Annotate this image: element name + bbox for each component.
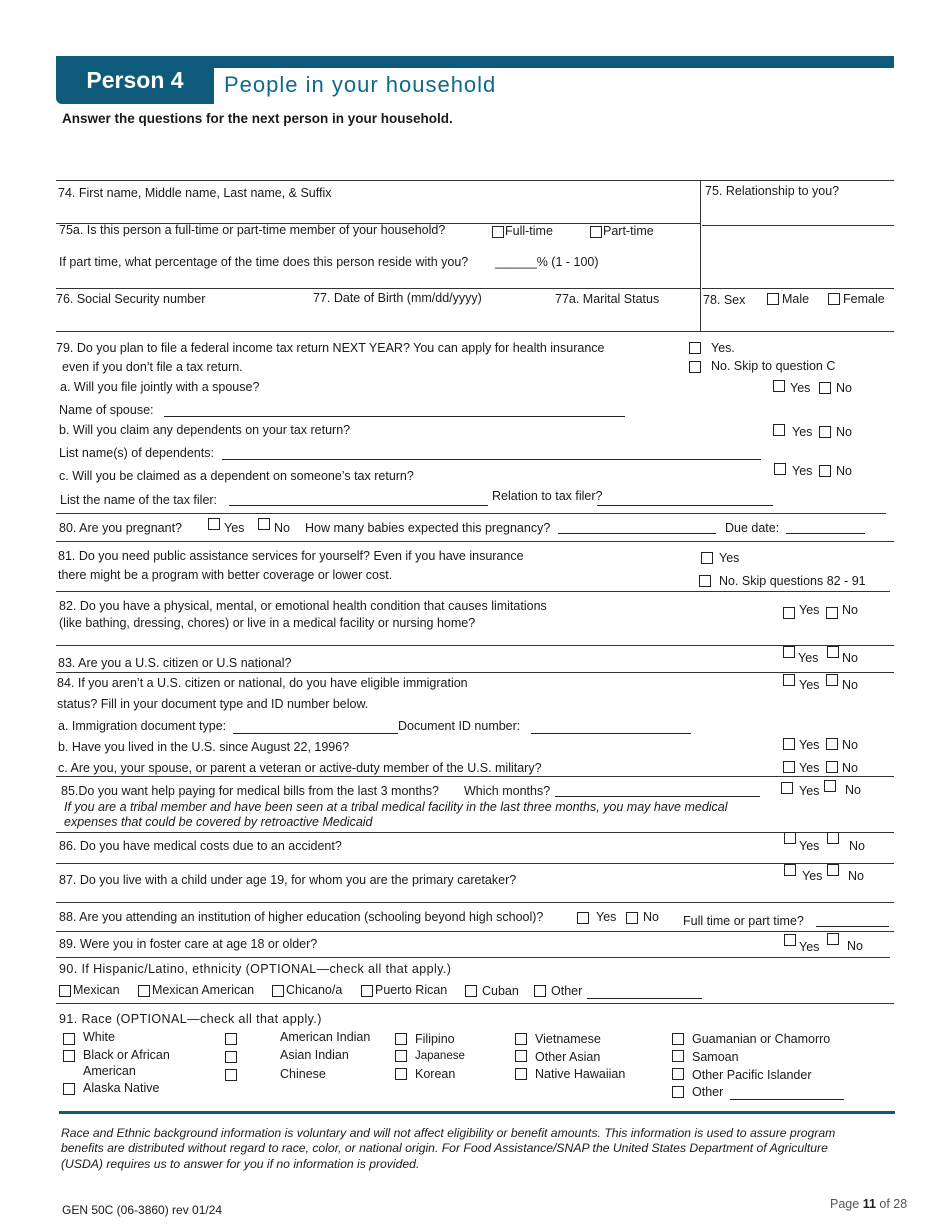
tax-filer-field[interactable] — [229, 505, 488, 506]
page-prefix: Page — [830, 1197, 860, 1211]
native-hawaiian-label: Native Hawaiian — [535, 1067, 626, 1081]
cuban-label: Cuban — [482, 984, 519, 998]
full-part-label: Full time or part time? — [683, 914, 804, 928]
other-race-field[interactable] — [730, 1099, 844, 1100]
q87-yes-label: Yes — [802, 869, 823, 883]
q88-no-checkbox[interactable] — [626, 912, 638, 924]
q80-yes-label: Yes — [224, 521, 245, 535]
chicano-checkbox[interactable] — [272, 985, 284, 997]
q84c-yes-label: Yes — [799, 761, 820, 775]
divider — [56, 931, 894, 932]
q79b-label: b. Will you claim any dependents on your tax return? — [59, 423, 351, 437]
q82-no-label: No — [842, 603, 858, 617]
spouse-label: Name of spouse: — [59, 403, 154, 417]
native-hawaiian-checkbox[interactable] — [515, 1068, 527, 1080]
mexican-checkbox[interactable] — [59, 985, 71, 997]
q84b-no-checkbox[interactable] — [826, 738, 838, 750]
q89-label: 89. Were you in foster care at age 18 or older? — [59, 937, 318, 951]
american-indian-checkbox[interactable] — [225, 1033, 237, 1045]
q79c-no-label: No — [836, 464, 852, 478]
q84c-no-label: No — [842, 761, 858, 775]
q86-no-label: No — [849, 839, 865, 853]
q79b-no-label: No — [836, 425, 852, 439]
q84c-no-checkbox[interactable] — [826, 761, 838, 773]
q87-no-checkbox[interactable] — [827, 864, 839, 876]
q81-yes-label: Yes — [719, 551, 740, 565]
mexican-american-label: Mexican American — [152, 983, 255, 997]
q79a-no-checkbox[interactable] — [819, 382, 831, 394]
q88-label: 88. Are you attending an institution of higher education (schooling beyond high school)? — [59, 910, 544, 924]
column-divider — [700, 180, 701, 332]
filipino-checkbox[interactable] — [395, 1033, 407, 1045]
divider — [56, 541, 894, 542]
other-asian-label: Other Asian — [535, 1050, 601, 1064]
other-pacific-islander-label: Other Pacific Islander — [692, 1068, 812, 1082]
q82-yes-checkbox[interactable] — [783, 607, 795, 619]
divider — [56, 832, 894, 833]
divider — [702, 288, 894, 289]
q82-yes-label: Yes — [799, 603, 820, 617]
filipino-label: Filipino — [415, 1032, 455, 1046]
divider — [56, 288, 700, 289]
divider — [702, 225, 894, 226]
divider — [56, 672, 894, 673]
q85-note-line2: expenses that could be covered by retroactive Medicaid — [64, 815, 373, 829]
alaska-native-checkbox[interactable] — [63, 1083, 75, 1095]
form-id: GEN 50C (06-3860) rev 01/24 — [62, 1203, 223, 1217]
q79a-yes-checkbox[interactable] — [773, 380, 785, 392]
guamanian-checkbox[interactable] — [672, 1033, 684, 1045]
q79a-no-label: No — [836, 381, 852, 395]
q81-no-label: No. Skip questions 82 - 91 — [719, 574, 866, 588]
disclaimer-line3: (USDA) requires us to answer for you if no information is provided. — [61, 1157, 420, 1171]
q84c-label: c. Are you, your spouse, or parent a veteran or active-duty member of the U.S. military? — [58, 761, 542, 775]
q79b-yes-checkbox[interactable] — [773, 424, 785, 436]
japanese-label: Japanese — [415, 1050, 465, 1062]
q79-yes-checkbox[interactable] — [689, 342, 701, 354]
other-asian-checkbox[interactable] — [515, 1050, 527, 1062]
q89-yes-checkbox[interactable] — [784, 934, 796, 946]
q79c-yes-label: Yes — [792, 464, 813, 478]
q82-line2: (like bathing, dressing, chores) or live in a medical facility or nursing home? — [59, 616, 476, 630]
q83-label: 83. Are you a U.S. citizen or U.S national? — [58, 656, 292, 670]
page-current: 11 — [862, 1197, 876, 1211]
q84c-yes-checkbox[interactable] — [783, 761, 795, 773]
japanese-checkbox[interactable] — [395, 1050, 407, 1062]
doc-type-field[interactable] — [233, 733, 398, 734]
q84-no-label: No — [842, 678, 858, 692]
q89-yes-label: Yes — [799, 940, 820, 954]
percent-question: If part time, what percentage of the time does this person reside with you? — [59, 255, 469, 269]
q87-yes-checkbox[interactable] — [784, 864, 796, 876]
q86-label: 86. Do you have medical costs due to an accident? — [59, 839, 342, 853]
q84b-yes-label: Yes — [799, 738, 820, 752]
asian-indian-label: Asian Indian — [280, 1048, 349, 1062]
part-time-checkbox[interactable] — [590, 226, 602, 238]
white-label: White — [83, 1030, 115, 1044]
due-date-field[interactable] — [786, 533, 865, 534]
q79-no-checkbox[interactable] — [689, 361, 701, 373]
divider — [56, 331, 894, 332]
male-label: Male — [782, 292, 810, 306]
q79-line1: 79. Do you plan to file a federal income tax return NEXT YEAR? You can apply for health insurance — [56, 341, 605, 355]
q83-yes-label: Yes — [798, 651, 819, 665]
tax-filer-label: List the name of the tax filer: — [60, 493, 218, 507]
q85-no-checkbox[interactable] — [824, 780, 836, 792]
q81-line1: 81. Do you need public assistance services for yourself? Even if you have insurance — [58, 549, 524, 563]
q87-label: 87. Do you live with a child under age 19, for whom you are the primary caretaker? — [59, 873, 517, 887]
full-time-checkbox[interactable] — [492, 226, 504, 238]
divider — [56, 863, 894, 864]
q84-line2: status? Fill in your document type and ID number below. — [57, 697, 369, 711]
q78-label: 78. Sex — [703, 293, 746, 307]
male-checkbox[interactable] — [767, 293, 779, 305]
q89-no-checkbox[interactable] — [827, 933, 839, 945]
samoan-label: Samoan — [692, 1050, 739, 1064]
q79-yes-label: Yes. — [711, 341, 735, 355]
cuban-checkbox[interactable] — [465, 985, 477, 997]
q79b-yes-label: Yes — [792, 425, 813, 439]
divider — [56, 180, 894, 181]
full-part-field[interactable] — [816, 926, 889, 927]
q75-label: 75. Relationship to you? — [705, 184, 840, 198]
section-rule — [59, 1111, 895, 1114]
full-time-label: Full-time — [505, 224, 553, 238]
q84-yes-checkbox[interactable] — [783, 674, 795, 686]
q76-label: 76. Social Security number — [56, 292, 206, 306]
korean-label: Korean — [415, 1067, 456, 1081]
q83-no-checkbox[interactable] — [827, 646, 839, 658]
q81-no-checkbox[interactable] — [699, 575, 711, 587]
q84-no-checkbox[interactable] — [826, 674, 838, 686]
q85-no-label: No — [845, 783, 861, 797]
other-race-checkbox[interactable] — [672, 1086, 684, 1098]
q79c-label: c. Will you be claimed as a dependent on someone’s tax return? — [59, 469, 414, 483]
q84b-label: b. Have you lived in the U.S. since August 22, 1996? — [58, 740, 350, 754]
q74-label: 74. First name, Middle name, Last name, & Suffix — [58, 186, 332, 200]
percent-field[interactable]: ______% (1 - 100) — [495, 255, 599, 269]
q79a-label: a. Will you file jointly with a spouse? — [60, 380, 260, 394]
due-date-label: Due date: — [725, 521, 780, 535]
q85-label: 85.Do you want help paying for medical bills from the last 3 months? — [61, 784, 439, 798]
q82-line1: 82. Do you have a physical, mental, or emotional health condition that causes limitations — [59, 599, 547, 613]
divider — [56, 902, 894, 903]
q83-no-label: No — [842, 651, 858, 665]
other-pacific-islander-checkbox[interactable] — [672, 1068, 684, 1080]
which-months-field[interactable] — [555, 796, 760, 797]
q79-no-label: No. Skip to question C — [711, 359, 836, 373]
black-african-american-checkbox[interactable] — [63, 1050, 75, 1062]
q87-no-label: No — [848, 869, 864, 883]
q80-yes-checkbox[interactable] — [208, 518, 220, 530]
q82-no-checkbox[interactable] — [826, 607, 838, 619]
q88-no-label: No — [643, 910, 659, 924]
guamanian-label: Guamanian or Chamorro — [692, 1032, 831, 1046]
samoan-checkbox[interactable] — [672, 1050, 684, 1062]
q88-yes-checkbox[interactable] — [577, 912, 589, 924]
q79c-yes-checkbox[interactable] — [774, 463, 786, 475]
korean-checkbox[interactable] — [395, 1068, 407, 1080]
q77a-label: 77a. Marital Status — [555, 292, 660, 306]
alaska-native-label: Alaska Native — [83, 1081, 160, 1095]
q86-no-checkbox[interactable] — [827, 832, 839, 844]
doc-id-field[interactable] — [531, 733, 691, 734]
mexican-american-checkbox[interactable] — [138, 985, 150, 997]
divider — [56, 957, 890, 958]
other-hispanic-field[interactable] — [587, 998, 702, 999]
q80-no-label: No — [274, 521, 290, 535]
female-label: Female — [843, 292, 885, 306]
divider — [56, 645, 894, 646]
q91-label: 91. Race (OPTIONAL—check all that apply.) — [59, 1012, 322, 1026]
instruction-text: Answer the questions for the next person in your household. — [62, 111, 453, 126]
mexican-label: Mexican — [73, 983, 120, 997]
q84b-no-label: No — [842, 738, 858, 752]
spouse-name-field[interactable] — [164, 416, 625, 417]
other-hispanic-label: Other — [551, 984, 583, 998]
disclaimer-line2: benefits are distributed without regard to race, color, or national origin. For Food Assistance/SNAP the United States Department of Agriculture — [61, 1141, 828, 1155]
puerto-rican-checkbox[interactable] — [361, 985, 373, 997]
doc-type-label: a. Immigration document type: — [58, 719, 227, 733]
person-tab: Person 4 — [56, 56, 214, 104]
q77-label: 77. Date of Birth (mm/dd/yyyy) — [313, 291, 482, 305]
q90-label: 90. If Hispanic/Latino, ethnicity (OPTIONAL—check all that apply.) — [59, 962, 452, 976]
american-label: American — [83, 1064, 136, 1078]
q79b-no-checkbox[interactable] — [819, 426, 831, 438]
section-title: People in your household — [224, 72, 497, 97]
q80-label: 80. Are you pregnant? — [59, 521, 183, 535]
white-checkbox[interactable] — [63, 1033, 75, 1045]
q85-note-line1: If you are a tribal member and have been seen at a tribal medical facility in the last three months, you may have medical — [64, 800, 728, 814]
black-african-label: Black or African — [83, 1048, 170, 1062]
q84-line1: 84. If you aren’t a U.S. citizen or national, do you have eligible immigration — [57, 676, 468, 690]
q81-yes-checkbox[interactable] — [701, 552, 713, 564]
relation-field[interactable] — [597, 505, 773, 506]
part-time-label: Part-time — [603, 224, 654, 238]
q86-yes-checkbox[interactable] — [784, 832, 796, 844]
q85-yes-label: Yes — [799, 784, 820, 798]
q84-yes-label: Yes — [799, 678, 820, 692]
page-total: of 28 — [879, 1197, 908, 1211]
puerto-rican-label: Puerto Rican — [375, 983, 448, 997]
q75a-label: 75a. Is this person a full-time or part-time member of your household? — [59, 223, 446, 237]
american-indian-label: American Indian — [280, 1030, 371, 1044]
other-hispanic-checkbox[interactable] — [534, 985, 546, 997]
disclaimer-line1: Race and Ethnic background information is voluntary and will not affect eligibility or benefit amounts. This information is used to assure program — [61, 1126, 836, 1140]
divider — [56, 591, 890, 592]
q85-yes-checkbox[interactable] — [781, 782, 793, 794]
chicano-label: Chicano/a — [286, 983, 343, 997]
q79-line2: even if you don’t file a tax return. — [62, 360, 243, 374]
other-race-label: Other — [692, 1085, 724, 1099]
divider — [56, 513, 886, 514]
which-months-label: Which months? — [464, 784, 551, 798]
q88-yes-label: Yes — [596, 910, 617, 924]
chinese-checkbox[interactable] — [225, 1069, 237, 1081]
relation-label: Relation to tax filer? — [492, 489, 603, 503]
page-number — [830, 1197, 907, 1211]
q79c-no-checkbox[interactable] — [819, 465, 831, 477]
q79a-yes-label: Yes — [790, 381, 811, 395]
dependents-label: List name(s) of dependents: — [59, 446, 214, 460]
chinese-label: Chinese — [280, 1067, 326, 1081]
vietnamese-checkbox[interactable] — [515, 1033, 527, 1045]
vietnamese-label: Vietnamese — [535, 1032, 601, 1046]
asian-indian-checkbox[interactable] — [225, 1051, 237, 1063]
babies-field[interactable] — [558, 533, 716, 534]
q80-no-checkbox[interactable] — [258, 518, 270, 530]
female-checkbox[interactable] — [828, 293, 840, 305]
q81-line2: there might be a program with better coverage or lower cost. — [58, 568, 393, 582]
babies-label: How many babies expected this pregnancy? — [305, 521, 551, 535]
q86-yes-label: Yes — [799, 839, 820, 853]
divider — [56, 1003, 894, 1004]
dependents-field[interactable] — [222, 459, 761, 460]
q84b-yes-checkbox[interactable] — [783, 738, 795, 750]
divider — [56, 776, 894, 777]
q89-no-label: No — [847, 939, 863, 953]
q83-yes-checkbox[interactable] — [783, 646, 795, 658]
doc-id-label: Document ID number: — [398, 719, 521, 733]
